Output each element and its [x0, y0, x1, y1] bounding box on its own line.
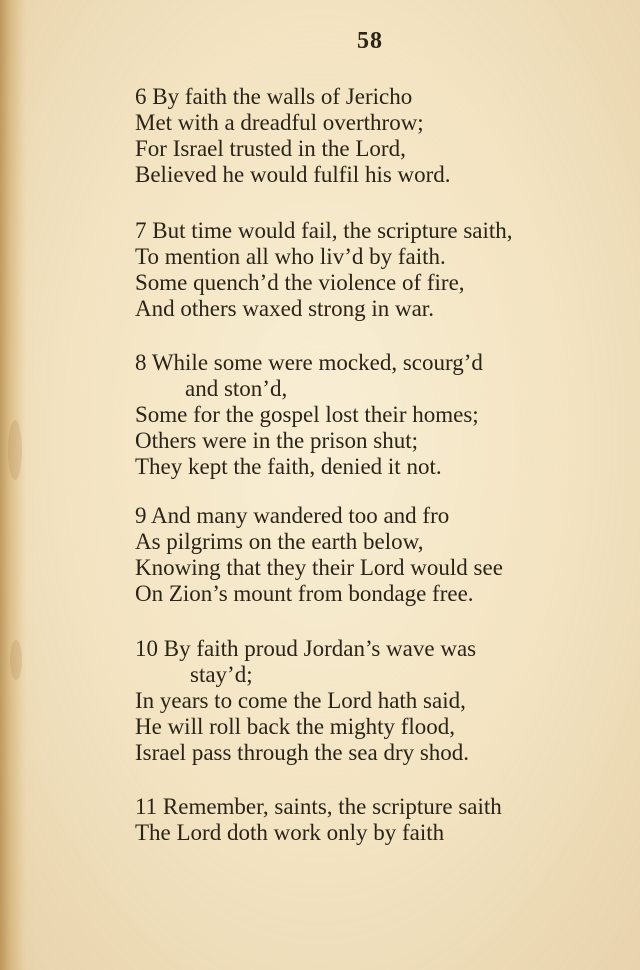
verse-line: In years to come the Lord hath said, — [135, 688, 466, 713]
paper-stain — [10, 640, 22, 680]
page-number: 58 — [357, 28, 383, 54]
verse-8 — [135, 350, 615, 480]
verse-line: 8 While some were mocked, scourg’d — [135, 350, 483, 375]
verse-line: 7 But time would fail, the scripture saith, — [135, 218, 513, 243]
verse-line: On Zion’s mount from bondage free. — [135, 581, 474, 606]
verse-line: Israel pass through the sea dry shod. — [135, 740, 470, 765]
verse-line: Met with a dreadful overthrow; — [135, 110, 424, 135]
verse-6 — [135, 84, 615, 188]
verse-7 — [135, 218, 615, 322]
verse-11 — [135, 794, 615, 846]
verse-line: And others waxed strong in war. — [135, 296, 434, 321]
verse-line: They kept the faith, denied it not. — [135, 454, 442, 479]
verse-line: Knowing that they their Lord would see — [135, 555, 503, 580]
verse-line: As pilgrims on the earth below, — [135, 529, 424, 554]
paper-stain — [8, 420, 22, 480]
verse-line: 9 And many wandered too and fro — [135, 503, 450, 528]
verse-10 — [135, 636, 615, 766]
verse-line: 11 Remember, saints, the scripture saith — [135, 794, 502, 819]
verse-line: 6 By faith the walls of Jericho — [135, 84, 413, 109]
verse-line: He will roll back the mighty flood, — [135, 714, 456, 739]
verse-line: For Israel trusted in the Lord, — [135, 136, 406, 161]
verse-line: To mention all who liv’d by faith. — [135, 244, 446, 269]
verse-line: Others were in the prison shut; — [135, 428, 418, 453]
page-spine-edge — [0, 0, 26, 970]
verse-line: Some quench’d the violence of fire, — [135, 270, 465, 295]
verse-line-continuation: and ston’d, — [185, 376, 288, 401]
verse-line: The Lord doth work only by faith — [135, 820, 445, 845]
verse-line: Believed he would fulfil his word. — [135, 162, 451, 187]
verse-9 — [135, 503, 615, 607]
verse-line: 10 By faith proud Jordan’s wave was — [135, 636, 477, 661]
verse-line: Some for the gospel lost their homes; — [135, 402, 479, 427]
verse-line-continuation: stay’d; — [190, 662, 253, 687]
